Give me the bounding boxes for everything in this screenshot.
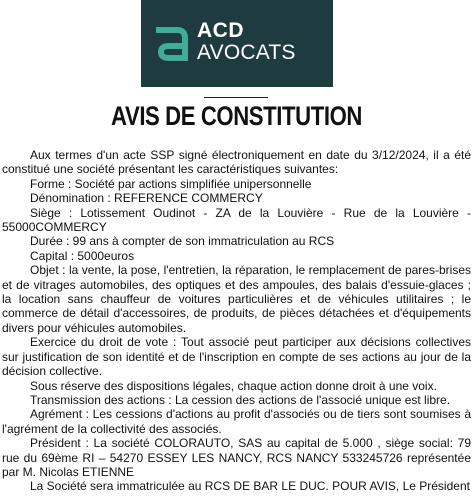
voix-paragraph: Sous réserve des dispositions légales, chaque action donne droit à une voix.	[30, 378, 437, 393]
notice-body	[2, 148, 471, 494]
intro-paragraph: Aux termes d'un acte SSP signé électroniquement en date du 3/12/2024, il a été constitué une société présentant les caractéristiques suivantes:	[2, 148, 471, 177]
title-divider	[204, 97, 268, 98]
objet-paragraph: Objet : la vente, la pose, l'entretien, la réparation, le remplacement de pares-brises et de vitrages automobiles, des optiques et des ampoules, des balais d'essuie-glaces ; la location sans chauffeur de voitures particulières et de véhicules utilitaires ; le commerce de détail d'accessoires, de produits, de pièces détachées et d'équipements divers pour véhicules automobiles.	[2, 263, 471, 335]
immatriculation-paragraph: La Société sera immatriculée au RCS DE BAR LE DUC. POUR AVIS, Le Président	[30, 479, 470, 494]
denomination-paragraph: Dénomination : REFERENCE COMMERCY	[30, 191, 263, 206]
president-paragraph: Président : La société COLORAUTO, SAS au capital de 5.000 , siège social: 79 rue du 69ème RI – 54270 ESSEY LES NANCY, RCS NANCY 533245726 représentée par M. Nicolas ETIENNE	[2, 436, 471, 479]
droit-de-vote-paragraph: Exercice du droit de vote : Tout associé peut participer aux décisions collectives sur justification de son identité et de l'inscription en compte de ses actions au jour de la décision collective.	[2, 335, 471, 379]
transmission-paragraph: Transmission des actions : La cession des actions de l'associé unique est libre.	[30, 392, 451, 407]
forme-paragraph: Forme : Société par actions simplifiée unipersonnelle	[30, 176, 312, 191]
acd-a-logo-icon	[155, 24, 189, 64]
notice-title: AVIS DE CONSTITUTION	[111, 101, 362, 131]
acd-avocats-logo	[141, 0, 333, 87]
agrement-paragraph: Agrément : Les cessions d'actions au profit d'associés ou de tiers sont soumises à l'agrément de la collectivité des associés.	[2, 407, 471, 436]
siege-paragraph: Siège : Lotissement Oudinot - ZA de la Louvière - Rue de la Louvière - 55000COMMERCY	[2, 205, 471, 235]
logo-text-avocats: AVOCATS	[197, 41, 296, 64]
logo-text-acd: ACD	[197, 19, 244, 42]
capital-paragraph: Capital : 5000euros	[30, 248, 135, 263]
duree-paragraph: Durée : 99 ans à compter de son immatriculation au RCS	[30, 234, 335, 249]
